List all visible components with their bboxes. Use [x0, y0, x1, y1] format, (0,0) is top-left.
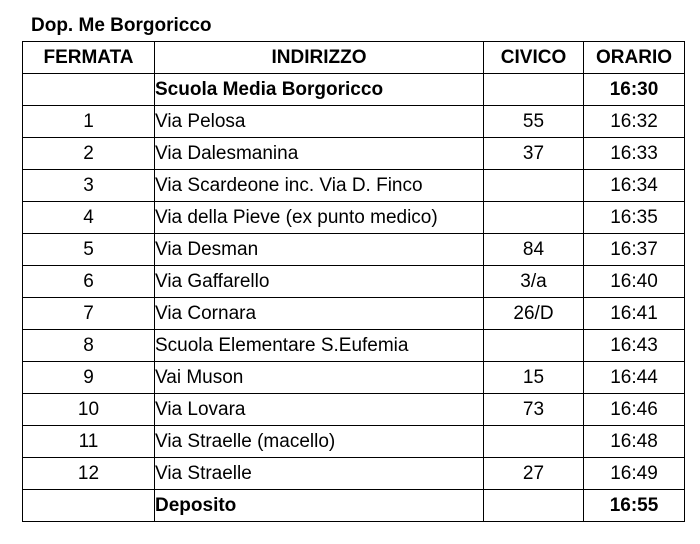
- table-header-row: [23, 42, 685, 74]
- cell-civico: 37: [484, 138, 584, 170]
- cell-fermata: [23, 490, 155, 522]
- cell-orario: 16:46: [584, 394, 685, 426]
- table-row: [23, 234, 685, 266]
- cell-orario: 16:48: [584, 426, 685, 458]
- cell-orario: 16:40: [584, 266, 685, 298]
- cell-fermata: 5: [23, 234, 155, 266]
- cell-indirizzo: Via della Pieve (ex punto medico): [155, 202, 484, 234]
- table-row: [23, 394, 685, 426]
- table-row: [23, 330, 685, 362]
- cell-civico: [484, 202, 584, 234]
- cell-orario: 16:49: [584, 458, 685, 490]
- cell-fermata: [23, 74, 155, 106]
- cell-orario: 16:32: [584, 106, 685, 138]
- table-row: [23, 458, 685, 490]
- cell-fermata: 9: [23, 362, 155, 394]
- cell-indirizzo: Scuola Elementare S.Eufemia: [155, 330, 484, 362]
- table-row: [23, 490, 685, 522]
- cell-orario: 16:41: [584, 298, 685, 330]
- table-row: [23, 74, 685, 106]
- cell-indirizzo: Via Pelosa: [155, 106, 484, 138]
- cell-civico: [484, 426, 584, 458]
- cell-fermata: 8: [23, 330, 155, 362]
- cell-orario: 16:44: [584, 362, 685, 394]
- table-row: [23, 266, 685, 298]
- cell-civico: 26/D: [484, 298, 584, 330]
- cell-orario: 16:43: [584, 330, 685, 362]
- cell-indirizzo: Scuola Media Borgoricco: [155, 74, 484, 106]
- cell-indirizzo: Vai Muson: [155, 362, 484, 394]
- table-row: [23, 138, 685, 170]
- table-row: [23, 202, 685, 234]
- cell-civico: 55: [484, 106, 584, 138]
- cell-indirizzo: Via Scardeone inc. Via D. Finco: [155, 170, 484, 202]
- cell-fermata: 12: [23, 458, 155, 490]
- cell-orario: 16:37: [584, 234, 685, 266]
- cell-indirizzo: Via Straelle: [155, 458, 484, 490]
- cell-indirizzo: Via Cornara: [155, 298, 484, 330]
- cell-fermata: 10: [23, 394, 155, 426]
- header-orario: ORARIO: [584, 42, 685, 74]
- cell-indirizzo: Deposito: [155, 490, 484, 522]
- cell-civico: 84: [484, 234, 584, 266]
- cell-civico: [484, 74, 584, 106]
- cell-civico: [484, 170, 584, 202]
- cell-fermata: 11: [23, 426, 155, 458]
- cell-orario: 16:34: [584, 170, 685, 202]
- cell-fermata: 6: [23, 266, 155, 298]
- cell-civico: 73: [484, 394, 584, 426]
- table-row: [23, 298, 685, 330]
- cell-fermata: 4: [23, 202, 155, 234]
- cell-indirizzo: Via Lovara: [155, 394, 484, 426]
- table-row: [23, 362, 685, 394]
- cell-indirizzo: Via Dalesmanina: [155, 138, 484, 170]
- header-civico: CIVICO: [484, 42, 584, 74]
- cell-indirizzo: Via Gaffarello: [155, 266, 484, 298]
- cell-civico: [484, 330, 584, 362]
- cell-orario: 16:30: [584, 74, 685, 106]
- cell-orario: 16:33: [584, 138, 685, 170]
- table-body: [23, 74, 685, 522]
- cell-orario: 16:35: [584, 202, 685, 234]
- cell-civico: 3/a: [484, 266, 584, 298]
- table-row: [23, 426, 685, 458]
- cell-civico: 15: [484, 362, 584, 394]
- cell-fermata: 3: [23, 170, 155, 202]
- cell-indirizzo: Via Straelle (macello): [155, 426, 484, 458]
- cell-indirizzo: Via Desman: [155, 234, 484, 266]
- header-indirizzo: INDIRIZZO: [155, 42, 484, 74]
- cell-fermata: 2: [23, 138, 155, 170]
- cell-civico: 27: [484, 458, 584, 490]
- cell-fermata: 1: [23, 106, 155, 138]
- header-fermata: FERMATA: [23, 42, 155, 74]
- page-title: Dop. Me Borgoricco: [31, 15, 212, 36]
- table-row: [23, 170, 685, 202]
- cell-fermata: 7: [23, 298, 155, 330]
- bus-schedule-table: [22, 41, 685, 522]
- cell-orario: 16:55: [584, 490, 685, 522]
- table-row: [23, 106, 685, 138]
- cell-civico: [484, 490, 584, 522]
